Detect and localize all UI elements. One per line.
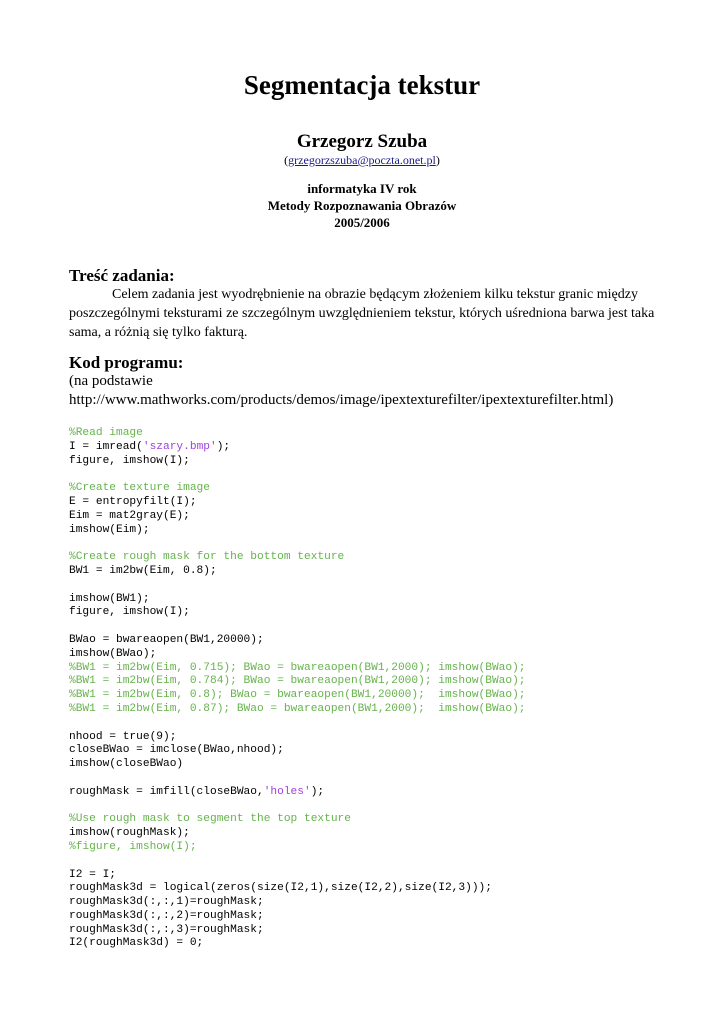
code-line xyxy=(69,648,526,662)
code-text: roughMask3d(:,:,1)=roughMask; xyxy=(69,896,264,909)
code-line xyxy=(69,786,526,800)
code-line xyxy=(69,800,526,814)
code-text: Eim = mat2gray(E); xyxy=(69,509,190,522)
code-line xyxy=(69,593,526,607)
email-open-paren: ( xyxy=(284,153,289,167)
code-line xyxy=(69,662,526,676)
code-comment: %Read image xyxy=(69,427,143,439)
code-line xyxy=(69,427,526,441)
code-line xyxy=(69,496,526,510)
code-text: imshow(roughMask); xyxy=(69,827,190,840)
code-line xyxy=(69,620,526,634)
code-line xyxy=(69,744,526,758)
code-text: figure, imshow(I); xyxy=(69,454,190,467)
course-info-line: 2005/2006 xyxy=(334,215,390,230)
code-line xyxy=(69,841,526,855)
code-line xyxy=(69,772,526,786)
code-line xyxy=(69,937,526,951)
email-close-paren: ) xyxy=(435,153,440,167)
code-line xyxy=(69,882,526,896)
code-text: roughMask3d(:,:,2)=roughMask; xyxy=(69,909,264,922)
code-line xyxy=(69,524,526,538)
code-line xyxy=(69,731,526,745)
code-line xyxy=(69,827,526,841)
code-line xyxy=(69,606,526,620)
course-info xyxy=(0,180,724,231)
code-text: roughMask3d = logical(zeros(size(I2,1),size(I2,2),size(I2,3))); xyxy=(69,882,492,895)
code-text: BWao = bwareaopen(BW1,20000); xyxy=(69,633,264,646)
code-line xyxy=(69,717,526,731)
code-line xyxy=(69,634,526,648)
code-text: roughMask = imfill(closeBWao, xyxy=(69,785,264,798)
course-info-line: informatyka IV rok xyxy=(307,181,417,196)
code-comment: %BW1 = im2bw(Eim, 0.715); BWao = bwareaopen(BW1,2000); imshow(BWao); xyxy=(69,661,526,674)
author-email-line xyxy=(0,152,724,168)
task-text: Celem zadania jest wyodrębnienie na obrazie będącym złożeniem kilku tekstur granic między poszczególnymi teksturami ze szczególnym uwzględnieniem tekstur, których uśredniona barwa jest taka sama, a różnią się tylko fakturą. xyxy=(69,287,655,340)
code-line xyxy=(69,813,526,827)
course-info-line: Metody Rozpoznawania Obrazów xyxy=(267,198,457,213)
code-line xyxy=(69,579,526,593)
code-line xyxy=(69,896,526,910)
code-comment: %BW1 = im2bw(Eim, 0.8); BWao = bwareaopen(BW1,20000); imshow(BWao); xyxy=(69,689,526,702)
code-text: I2(roughMask3d) = 0; xyxy=(69,937,204,950)
code-comment: %Create texture image xyxy=(69,482,210,495)
code-line xyxy=(69,924,526,938)
code-line xyxy=(69,551,526,565)
code-comment: %BW1 = im2bw(Eim, 0.87); BWao = bwareaopen(BW1,2000); imshow(BWao); xyxy=(69,702,526,715)
code-text: roughMask3d(:,:,3)=roughMask; xyxy=(69,923,264,936)
code-string: 'holes' xyxy=(263,785,311,798)
author-email-link[interactable]: grzegorzszuba@poczta.onet.pl xyxy=(288,153,436,167)
code-text: imshow(BW1); xyxy=(69,592,150,605)
code-line xyxy=(69,537,526,551)
code-line xyxy=(69,855,526,869)
code-text: ); xyxy=(310,785,325,798)
code-source-prefix: (na podstawie xyxy=(69,373,153,389)
code-heading: Kod programu: xyxy=(69,353,184,372)
code-line xyxy=(69,565,526,579)
code-text: imshow(closeBWao) xyxy=(69,758,184,771)
code-line xyxy=(69,689,526,703)
code-source-url: http://www.mathworks.com/products/demos/image/ipextexturefilter/ipextexturefilter.html) xyxy=(69,392,614,408)
code-text: E = entropyfilt(I); xyxy=(69,495,197,508)
code-text: closeBWao = imclose(BWao,nhood); xyxy=(69,744,284,757)
code-line xyxy=(69,510,526,524)
code-text: I2 = I; xyxy=(69,868,116,881)
code-text: I = imread( xyxy=(69,440,143,453)
code-comment: %Create rough mask for the bottom texture xyxy=(69,551,345,564)
code-text: imshow(Eim); xyxy=(69,523,150,536)
code-text: ); xyxy=(216,440,231,453)
code-text: nhood = true(9); xyxy=(69,730,177,743)
code-line xyxy=(69,441,526,455)
code-line xyxy=(69,869,526,883)
code-comment: %Use rough mask to segment the top texture xyxy=(69,813,351,826)
code-line xyxy=(69,758,526,772)
code-line xyxy=(69,455,526,469)
task-heading: Treść zadania: xyxy=(69,266,175,285)
code-line xyxy=(69,910,526,924)
code-line xyxy=(69,482,526,496)
code-listing xyxy=(69,427,526,951)
code-string: 'szary.bmp' xyxy=(142,440,217,453)
code-line xyxy=(69,468,526,482)
document-title: Segmentacja tekstur xyxy=(243,70,481,100)
task-paragraph xyxy=(69,285,657,342)
code-line xyxy=(69,675,526,689)
code-comment: %BW1 = im2bw(Eim, 0.784); BWao = bwareaopen(BW1,2000); imshow(BWao); xyxy=(69,675,526,688)
code-text: figure, imshow(I); xyxy=(69,606,190,619)
code-text: BW1 = im2bw(Eim, 0.8); xyxy=(69,564,217,577)
author-name: Grzegorz Szuba xyxy=(296,131,428,152)
code-line xyxy=(69,703,526,717)
code-text: imshow(BWao); xyxy=(69,647,157,660)
code-comment: %figure, imshow(I); xyxy=(69,840,197,853)
